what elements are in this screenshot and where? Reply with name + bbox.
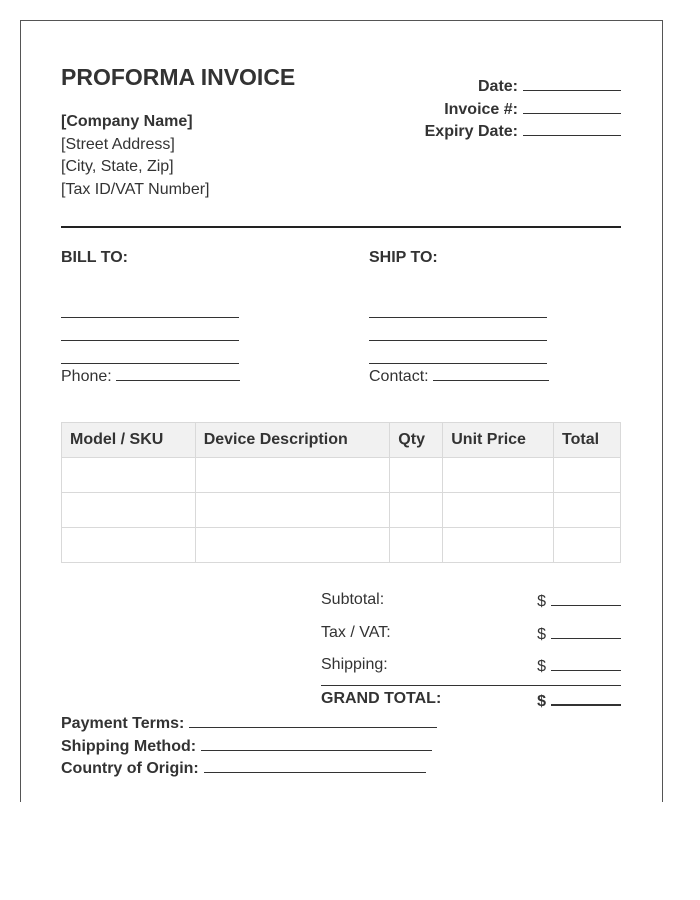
expiry-date-row xyxy=(425,121,621,144)
tax-value xyxy=(537,624,621,644)
table-row xyxy=(62,528,621,563)
cell-unit-price[interactable] xyxy=(443,458,554,493)
shipping-value xyxy=(537,656,621,676)
date-row xyxy=(425,76,621,99)
company-city: [City, State, Zip] xyxy=(61,158,174,175)
tax-field[interactable] xyxy=(551,624,621,639)
expiry-date-field[interactable] xyxy=(523,121,621,136)
bill-to-block xyxy=(61,249,311,386)
cell-qty[interactable] xyxy=(390,458,443,493)
payment-terms-label: Payment Terms: xyxy=(61,715,185,732)
subtotal-field[interactable] xyxy=(551,591,621,606)
invoice-number-row xyxy=(425,99,621,122)
payment-terms-row xyxy=(61,713,437,736)
ship-to-contact-row xyxy=(369,366,619,386)
bill-to-line[interactable] xyxy=(61,295,239,318)
company-name: [Company Name] xyxy=(61,113,193,130)
table-row xyxy=(62,458,621,493)
cell-total[interactable] xyxy=(554,528,621,563)
phone-label: Phone: xyxy=(61,368,112,385)
date-field[interactable] xyxy=(523,76,621,91)
country-of-origin-row xyxy=(61,758,437,781)
tax-row xyxy=(321,620,621,653)
column-header-total: Total xyxy=(554,423,621,458)
phone-field[interactable] xyxy=(116,366,240,381)
ship-to-block xyxy=(369,249,619,386)
invoice-meta xyxy=(425,76,621,144)
cell-model[interactable] xyxy=(62,528,196,563)
ship-to-line[interactable] xyxy=(369,295,547,318)
shipping-method-field[interactable] xyxy=(201,736,432,751)
expiry-date-label: Expiry Date: xyxy=(424,123,518,140)
date-label: Date: xyxy=(477,78,518,95)
column-header-description: Device Description xyxy=(195,423,390,458)
totals-block xyxy=(321,587,621,718)
shipping-method-row xyxy=(61,736,437,759)
shipping-method-label: Shipping Method: xyxy=(61,737,197,755)
cell-unit-price[interactable] xyxy=(443,493,554,528)
bill-to-label: BILL TO: xyxy=(61,249,128,266)
cell-description[interactable] xyxy=(195,458,390,493)
company-block xyxy=(61,111,209,201)
bill-to-line[interactable] xyxy=(61,341,239,364)
cell-unit-price[interactable] xyxy=(443,528,554,563)
currency-symbol: $ xyxy=(537,692,546,710)
ship-to-line[interactable] xyxy=(369,341,547,364)
header-divider xyxy=(61,226,621,228)
company-tax-id: [Tax ID/VAT Number] xyxy=(61,180,210,198)
invoice-number-label: Invoice #: xyxy=(444,100,518,118)
ship-to-label: SHIP TO: xyxy=(369,249,438,266)
invoice-title: PROFORMA INVOICE xyxy=(61,64,296,90)
bill-to-line[interactable] xyxy=(61,318,239,341)
cell-model[interactable] xyxy=(62,493,196,528)
shipping-field[interactable] xyxy=(551,656,621,671)
company-street: [Street Address] xyxy=(61,135,175,153)
column-header-unit-price: Unit Price xyxy=(443,423,554,458)
cell-total[interactable] xyxy=(554,493,621,528)
column-header-qty: Qty xyxy=(390,423,443,458)
grand-total-label: GRAND TOTAL: xyxy=(321,689,442,707)
column-header-model: Model / SKU xyxy=(62,423,196,458)
cell-description[interactable] xyxy=(195,528,390,563)
shipping-label: Shipping: xyxy=(321,656,388,673)
shipping-row xyxy=(321,652,621,685)
cell-model[interactable] xyxy=(62,458,196,493)
ship-to-line[interactable] xyxy=(369,318,547,341)
invoice-sheet xyxy=(20,20,663,802)
currency-symbol: $ xyxy=(537,658,546,675)
cell-total[interactable] xyxy=(554,458,621,493)
currency-symbol: $ xyxy=(537,593,546,610)
table-row xyxy=(62,493,621,528)
contact-field[interactable] xyxy=(433,366,549,381)
cell-qty[interactable] xyxy=(390,493,443,528)
items-table xyxy=(61,422,621,563)
items-header-row xyxy=(62,423,621,458)
grand-total-value xyxy=(537,690,621,711)
payment-terms-field[interactable] xyxy=(189,713,437,728)
country-of-origin-field[interactable] xyxy=(204,758,426,773)
invoice-number-field[interactable] xyxy=(523,99,621,114)
subtotal-row xyxy=(321,587,621,620)
currency-symbol: $ xyxy=(537,625,546,643)
footer-fields xyxy=(61,713,437,781)
country-of-origin-label: Country of Origin: xyxy=(61,760,199,777)
grand-total-field[interactable] xyxy=(551,690,621,706)
cell-description[interactable] xyxy=(195,493,390,528)
tax-label: Tax / VAT: xyxy=(321,623,391,641)
contact-label: Contact: xyxy=(369,368,429,385)
cell-qty[interactable] xyxy=(390,528,443,563)
subtotal-label: Subtotal: xyxy=(321,591,385,608)
subtotal-value xyxy=(537,591,621,611)
bill-to-phone-row xyxy=(61,366,311,386)
